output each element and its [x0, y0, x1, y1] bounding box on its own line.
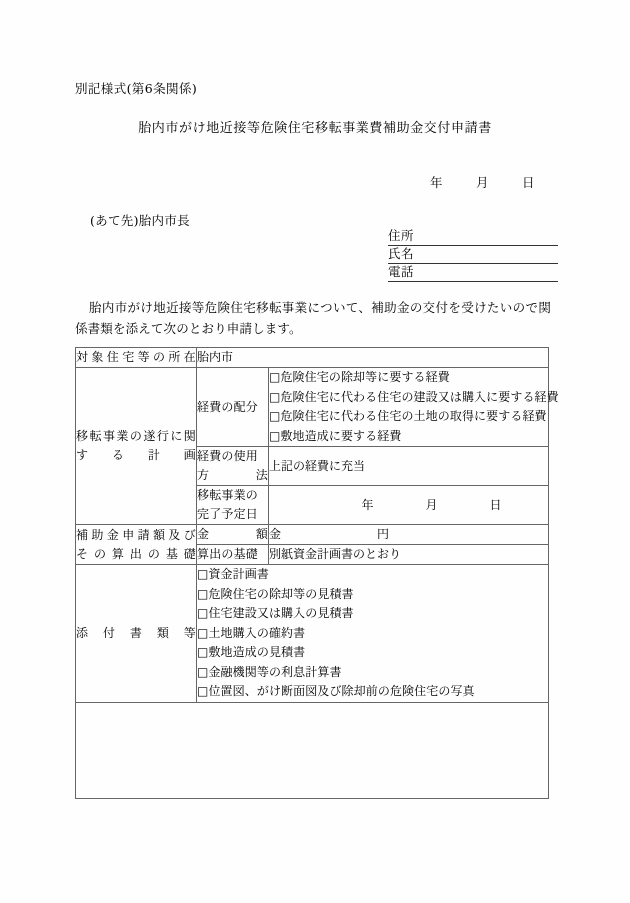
checkbox-label: 危険住宅に代わる住宅の建設又は購入に要する経費	[280, 389, 559, 404]
completion-label-line1: 移転事業の	[197, 488, 259, 502]
applicant-address-row[interactable]	[388, 228, 558, 246]
completion-day-label: 日	[489, 497, 502, 512]
submission-date-line	[430, 173, 535, 191]
basis-label-cell: 算出の基礎	[197, 545, 269, 565]
applicant-name-label: 氏名	[388, 246, 415, 261]
checkbox-icon[interactable]: □	[197, 684, 209, 698]
cost-allocation-label-cell: 経費の配分	[197, 368, 269, 447]
completion-year-label: 年	[361, 497, 374, 512]
location-label-cell: 対象住宅等の所在	[76, 348, 197, 368]
cost-use-value-cell[interactable]: 上記の経費に充当	[269, 447, 549, 486]
document-title: 胎内市がけ地近接等危険住宅移転事業費補助金交付申請書	[138, 121, 492, 136]
checkbox-icon[interactable]: □	[197, 586, 209, 601]
completion-month-label: 月	[425, 497, 438, 512]
checkbox-item[interactable]	[197, 682, 548, 702]
checkbox-icon[interactable]: □	[269, 428, 281, 443]
checkbox-item[interactable]	[269, 368, 548, 388]
applicant-block	[388, 228, 558, 282]
checkbox-icon[interactable]: □	[269, 370, 281, 384]
application-table	[75, 347, 559, 799]
checkbox-icon[interactable]: □	[197, 625, 209, 640]
checkbox-item[interactable]	[269, 388, 559, 408]
checkbox-item[interactable]	[197, 604, 548, 624]
notes-cell[interactable]	[76, 702, 549, 798]
checkbox-icon[interactable]: □	[197, 664, 209, 679]
addressee-label: (あて先)胎内市長	[90, 213, 190, 228]
completion-label-cell	[197, 486, 269, 525]
checkbox-label: 危険住宅に代わる住宅の土地の取得に要する経費	[280, 409, 547, 423]
amount-value-cell[interactable]	[269, 525, 549, 545]
checkbox-item[interactable]	[197, 585, 548, 605]
completion-date-cell[interactable]	[269, 486, 549, 525]
attachments-options-cell	[197, 565, 549, 703]
amount-prefix: 金	[269, 527, 282, 541]
table-row-amount	[76, 525, 549, 545]
checkbox-label: 敷地造成に要する経費	[280, 428, 402, 443]
checkbox-label: 土地購入の確約書	[208, 625, 306, 640]
checkbox-icon[interactable]: □	[269, 389, 281, 404]
amount-label-cell: 金額	[197, 525, 269, 545]
location-value-cell[interactable]: 胎内市	[197, 348, 549, 368]
checkbox-icon[interactable]: □	[197, 645, 209, 659]
checkbox-label: 住宅建設又は購入の見積書	[208, 606, 354, 620]
checkbox-icon[interactable]: □	[197, 606, 209, 620]
plan-label-line2: する計画	[76, 448, 196, 462]
applicant-address-label: 住所	[388, 228, 415, 243]
checkbox-label: 危険住宅の除却等の見積書	[208, 586, 354, 601]
form-number: 別記様式(第6条関係)	[75, 81, 198, 96]
checkbox-icon[interactable]: □	[197, 567, 209, 581]
cost-use-label-line1: 経費の使用	[197, 449, 259, 463]
checkbox-item[interactable]	[197, 624, 548, 644]
subsidy-label-cell	[76, 525, 197, 565]
applicant-phone-label: 電話	[388, 264, 415, 279]
table-row-attachments	[76, 565, 549, 703]
request-paragraph: 胎内市がけ地近接等危険住宅移転事業について、補助金の交付を受けたいので関係書類を添えて次のとおり申請します。	[75, 300, 551, 336]
cost-use-label-cell	[197, 447, 269, 486]
applicant-name-row[interactable]	[388, 246, 558, 264]
checkbox-item[interactable]	[197, 643, 548, 663]
cost-use-label-line2: 方法	[197, 468, 268, 482]
checkbox-label: 敷地造成の見積書	[208, 645, 306, 659]
completion-label-line2: 完了予定日	[197, 507, 259, 521]
date-month-label: 月	[476, 175, 489, 190]
basis-value-cell[interactable]: 別紙資金計画書のとおり	[269, 545, 549, 565]
checkbox-item[interactable]	[197, 565, 548, 585]
checkbox-item[interactable]	[197, 663, 548, 683]
subsidy-label-line2: その算出の基礎	[76, 546, 196, 561]
checkbox-label: 資金計画書	[208, 567, 269, 581]
applicant-phone-row[interactable]	[388, 264, 558, 282]
table-row-location	[76, 348, 549, 368]
checkbox-label: 金融機関等の利息計算書	[208, 664, 342, 679]
table-row-cost-allocation	[76, 368, 549, 447]
checkbox-icon[interactable]: □	[269, 409, 281, 423]
subsidy-label-line1: 補助金申請額及び	[76, 527, 196, 542]
date-year-label: 年	[430, 175, 443, 190]
checkbox-label: 位置図、がけ断面図及び除却前の危険住宅の写真	[208, 684, 475, 698]
table-row-notes	[76, 702, 549, 798]
cost-allocation-options-cell	[269, 368, 559, 447]
checkbox-item[interactable]	[269, 407, 548, 427]
amount-suffix: 円	[377, 527, 390, 541]
attachments-label-cell: 添付書類等	[76, 565, 197, 703]
plan-label-line1: 移転事業の遂行に関	[76, 429, 196, 443]
plan-label-cell	[76, 368, 197, 525]
checkbox-item[interactable]	[269, 427, 548, 447]
checkbox-label: 危険住宅の除却等に要する経費	[280, 370, 450, 384]
date-day-label: 日	[522, 175, 535, 190]
